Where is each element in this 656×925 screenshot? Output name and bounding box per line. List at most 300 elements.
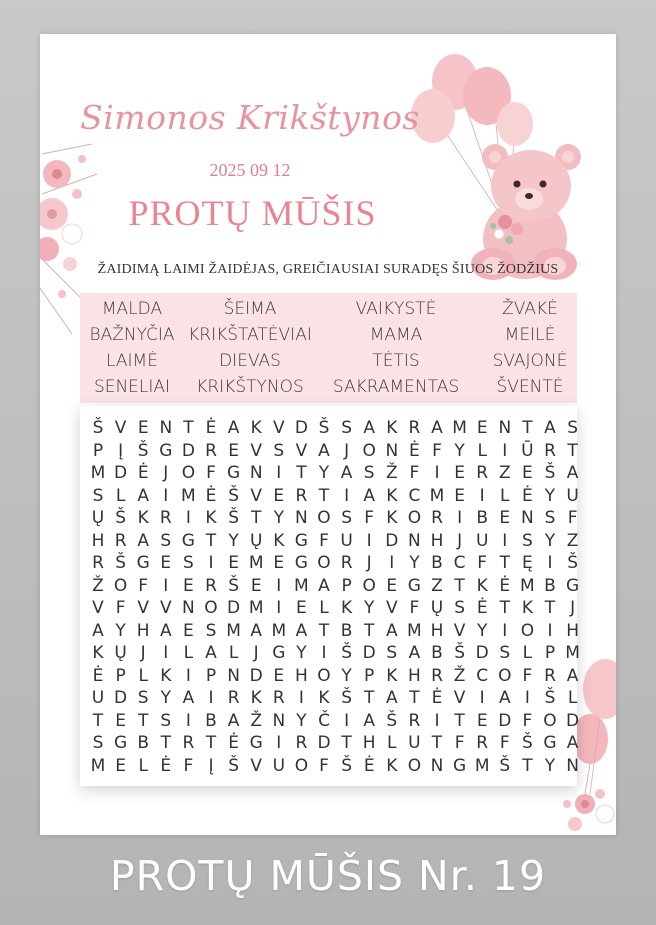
grid-letter: P xyxy=(544,643,556,663)
word-list-item: DIEVAS xyxy=(219,351,281,371)
grid-letter: E xyxy=(476,418,488,438)
grid-letter: D xyxy=(566,710,580,731)
grid-letter: T xyxy=(363,620,375,641)
grid-letter: G xyxy=(227,463,241,483)
grid-letter: I xyxy=(321,643,327,663)
grid-letter: B xyxy=(476,508,489,528)
grid-letter: A xyxy=(566,733,579,753)
grid-letter: E xyxy=(454,463,465,483)
grid-letter: K xyxy=(521,598,533,618)
grid-letter: S xyxy=(386,643,398,663)
word-list-item: KRIKŠTYNOS xyxy=(196,377,304,397)
grid-letter: L xyxy=(183,643,194,663)
grid-letter: E xyxy=(228,553,239,573)
grid-letter: P xyxy=(341,575,352,596)
grid-letter: F xyxy=(319,755,329,776)
grid-letter: Ė xyxy=(160,755,172,776)
grid-letter: O xyxy=(317,553,331,573)
grid-letter: G xyxy=(294,553,308,573)
grid-letter: M xyxy=(90,463,106,483)
grid-letter: T xyxy=(499,553,510,573)
grid-letter: V xyxy=(137,598,149,618)
grid-letter: Y xyxy=(544,530,556,551)
grid-letter: Š xyxy=(137,440,149,461)
grid-letter: F xyxy=(477,553,488,573)
grid-letter: A xyxy=(340,463,353,483)
grid-letter: L xyxy=(477,440,487,461)
grid-letter: S xyxy=(92,485,104,506)
grid-letter: S xyxy=(521,530,533,551)
grid-letter: G xyxy=(407,575,421,596)
grid-letter: R xyxy=(476,733,489,753)
grid-letter: U xyxy=(340,530,353,551)
word-list-item: VAIKYSTĖ xyxy=(355,299,437,319)
grid-letter: D xyxy=(362,643,376,663)
grid-letter: D xyxy=(317,733,331,753)
word-list-item: MAMA xyxy=(369,325,423,345)
grid-letter: L xyxy=(138,665,148,686)
grid-letter: F xyxy=(522,665,533,686)
grid-letter: H xyxy=(136,620,150,641)
instruction-text: ŽAIDIMĄ LAIMI ŽAIDĖJAS, GREIČIAUSIAI SURADĘS ŠIUOS ŽODŽIUS xyxy=(97,262,559,277)
grid-letter: V xyxy=(453,620,466,641)
grid-letter: U xyxy=(408,733,421,753)
grid-letter: R xyxy=(408,710,421,731)
grid-letter: Š xyxy=(544,688,556,708)
grid-letter: L xyxy=(138,755,148,776)
grid-letter: N xyxy=(249,463,263,483)
grid-letter: S xyxy=(137,688,149,708)
grid-letter: P xyxy=(92,440,104,461)
grid-letter: Š xyxy=(115,508,126,528)
grid-letter: N xyxy=(408,530,421,551)
grid-letter: M xyxy=(248,598,264,618)
grid-letter: K xyxy=(386,508,398,528)
grid-letter: R xyxy=(295,733,308,753)
grid-letter: U xyxy=(475,530,489,551)
grid-letter: Y xyxy=(296,643,307,663)
grid-letter: R xyxy=(182,733,195,753)
grid-letter: H xyxy=(91,530,105,551)
grid-letter: U xyxy=(91,688,105,708)
grid-letter: D xyxy=(227,598,241,618)
grid-letter: O xyxy=(362,440,376,461)
grid-letter: A xyxy=(385,620,398,641)
grid-letter: I xyxy=(163,485,169,506)
grid-letter: N xyxy=(430,755,444,776)
grid-letter: Y xyxy=(544,755,556,776)
grid-letter: Ž xyxy=(92,575,104,596)
grid-letter: R xyxy=(544,665,556,686)
grid-letter: A xyxy=(137,530,149,551)
grid-letter: R xyxy=(92,553,104,573)
grid-letter: U xyxy=(272,755,286,776)
grid-letter: S xyxy=(92,733,104,753)
grid-letter: Ž xyxy=(250,710,263,731)
word-list-item: ŠVENTĖ xyxy=(496,377,564,397)
grid-letter: T xyxy=(522,755,533,776)
word-list-item: KRIKŠTATĖVIAI xyxy=(188,325,312,345)
grid-letter: S xyxy=(341,418,352,438)
word-list-item: BAŽNYČIA xyxy=(89,325,175,345)
grid-letter: Y xyxy=(454,440,465,461)
grid-letter: K xyxy=(137,508,149,528)
grid-letter: E xyxy=(454,485,465,506)
grid-letter: Z xyxy=(498,463,511,483)
grid-letter: Z xyxy=(431,575,443,596)
grid-letter: Š xyxy=(544,463,556,483)
grid-letter: Z xyxy=(566,530,579,551)
grid-letter: R xyxy=(295,485,308,506)
grid-letter: T xyxy=(205,530,217,551)
grid-letter: Y xyxy=(296,710,307,731)
grid-letter: K xyxy=(476,575,488,596)
grid-letter: O xyxy=(181,463,196,483)
grid-letter: G xyxy=(159,440,173,461)
grid-letter: K xyxy=(386,755,398,776)
grid-letter: J xyxy=(366,553,372,573)
grid-letter: L xyxy=(228,643,239,663)
event-date: 2025 09 12 xyxy=(209,160,291,180)
grid-letter: Ė xyxy=(228,733,239,753)
grid-letter: A xyxy=(182,688,195,708)
grid-letter: R xyxy=(227,688,240,708)
grid-letter: I xyxy=(502,530,508,551)
grid-letter: Y xyxy=(228,530,239,551)
grid-letter: E xyxy=(160,553,172,573)
grid-letter: G xyxy=(249,733,263,753)
grid-letter: Ž xyxy=(453,665,466,686)
grid-letter: D xyxy=(114,463,128,483)
grid-letter: Ė xyxy=(476,598,488,618)
grid-letter: I xyxy=(208,553,214,573)
grid-letter: E xyxy=(273,665,285,686)
grid-letter: S xyxy=(160,710,172,731)
grid-letter: A xyxy=(498,688,511,708)
grid-letter: I xyxy=(185,710,191,731)
grid-letter: K xyxy=(160,665,172,686)
grid-letter: I xyxy=(276,463,282,483)
grid-letter: I xyxy=(366,530,372,551)
grid-letter: Š xyxy=(228,575,239,596)
grid-letter: R xyxy=(159,508,172,528)
grid-letter: L xyxy=(522,643,533,663)
grid-letter: T xyxy=(409,688,420,708)
grid-letter: I xyxy=(276,733,282,753)
grid-letter: K xyxy=(386,665,398,686)
grid-letter: Č xyxy=(318,710,330,731)
grid-letter: K xyxy=(318,688,330,708)
grid-letter: J xyxy=(253,643,259,663)
grid-letter: S xyxy=(567,418,578,438)
grid-letter: S xyxy=(205,620,217,641)
grid-letter: B xyxy=(340,620,353,641)
grid-letter: K xyxy=(205,508,217,528)
grid-letter: A xyxy=(250,620,262,641)
grid-letter: I xyxy=(298,688,304,708)
grid-letter: O xyxy=(498,665,512,686)
grid-letter: Š xyxy=(521,733,533,753)
grid-letter: Ų xyxy=(114,643,127,663)
grid-letter: R xyxy=(431,665,443,686)
grid-letter: N xyxy=(295,508,308,528)
grid-letter: K xyxy=(386,418,398,438)
grid-letter: O xyxy=(407,508,422,528)
grid-letter: Y xyxy=(318,463,330,483)
grid-letter: F xyxy=(409,463,420,483)
grid-letter: Š xyxy=(499,755,511,776)
grid-letter: D xyxy=(181,440,195,461)
grid-letter: F xyxy=(522,710,533,731)
grid-letter: Y xyxy=(409,553,420,573)
grid-letter: V xyxy=(250,755,262,776)
grid-letter: K xyxy=(341,598,353,618)
grid-letter: V xyxy=(92,598,104,618)
grid-letter: A xyxy=(137,485,149,506)
grid-letter: N xyxy=(385,440,399,461)
grid-letter: I xyxy=(185,508,191,528)
grid-letter: R xyxy=(340,553,353,573)
grid-letter: R xyxy=(205,575,217,596)
grid-letter: G xyxy=(453,755,467,776)
grid-letter: E xyxy=(273,485,285,506)
grid-letter: N xyxy=(227,665,240,686)
grid-letter: T xyxy=(318,485,330,506)
grid-letter: O xyxy=(407,755,422,776)
grid-letter: Š xyxy=(567,553,578,573)
grid-letter: T xyxy=(363,688,375,708)
grid-letter: F xyxy=(567,508,578,528)
grid-letter: I xyxy=(389,553,395,573)
grid-letter: Y xyxy=(115,620,126,641)
grid-letter: A xyxy=(205,643,217,663)
grid-letter: Ė xyxy=(499,575,511,596)
grid-letter: Ė xyxy=(522,485,533,506)
grid-letter: I xyxy=(434,463,440,483)
word-list-item: ŽVAKĖ xyxy=(502,299,558,319)
grid-letter: R xyxy=(476,463,489,483)
grid-letter: N xyxy=(498,418,512,438)
grid-letter: E xyxy=(296,598,307,618)
grid-letter: Ę xyxy=(522,553,533,573)
grid-letter: D xyxy=(249,665,263,686)
grid-letter: J xyxy=(570,598,576,618)
grid-letter: D xyxy=(114,688,128,708)
grid-letter: P xyxy=(115,665,126,686)
grid-letter: I xyxy=(163,643,169,663)
grid-letter: Į xyxy=(208,755,214,776)
grid-letter: H xyxy=(407,665,421,686)
grid-letter: Š xyxy=(228,485,239,506)
grid-letter: Ų xyxy=(249,530,263,551)
grid-letter: T xyxy=(92,710,104,731)
grid-letter: I xyxy=(479,688,485,708)
grid-letter: E xyxy=(499,508,511,528)
grid-letter: L xyxy=(115,485,126,506)
event-script-title: Simonos Krikštynos xyxy=(80,98,420,137)
grid-letter: H xyxy=(430,620,444,641)
grid-letter: V xyxy=(159,598,172,618)
grid-letter: J xyxy=(140,643,146,663)
grid-letter: M xyxy=(294,575,309,596)
footer-title: PROTŲ MŪŠIS Nr. 19 xyxy=(109,852,547,900)
grid-letter: Š xyxy=(386,710,398,731)
grid-letter: A xyxy=(159,620,172,641)
grid-letter: O xyxy=(317,665,331,686)
grid-letter: I xyxy=(479,485,485,506)
grid-letter: D xyxy=(385,530,399,551)
grid-letter: I xyxy=(434,710,440,731)
grid-letter: E xyxy=(250,575,262,596)
grid-letter: Ė xyxy=(409,440,420,461)
grid-letter: K xyxy=(250,688,262,708)
grid-letter: T xyxy=(205,733,217,753)
grid-letter: T xyxy=(183,418,194,438)
grid-letter: A xyxy=(363,710,375,731)
word-list-item: SENELIAI xyxy=(93,377,171,397)
grid-letter: A xyxy=(318,440,330,461)
grid-letter: N xyxy=(521,508,534,528)
grid-letter: E xyxy=(522,463,533,483)
grid-letter: E xyxy=(183,575,194,596)
grid-letter: M xyxy=(248,553,264,573)
grid-letter: I xyxy=(344,710,350,731)
grid-letter: L xyxy=(500,485,510,506)
grid-letter: H xyxy=(566,620,579,641)
grid-letter: O xyxy=(317,508,331,528)
grid-letter: G xyxy=(294,530,308,551)
grid-letter: T xyxy=(137,710,149,731)
grid-letter: U xyxy=(566,485,579,506)
grid-letter: F xyxy=(432,440,442,461)
grid-letter: V xyxy=(250,440,262,461)
grid-letter: F xyxy=(138,575,149,596)
grid-letter: D xyxy=(498,710,512,731)
grid-letter: B xyxy=(431,553,443,573)
grid-letter: I xyxy=(502,440,508,461)
grid-letter: R xyxy=(114,530,127,551)
grid-letter: Ė xyxy=(431,688,443,708)
grid-letter: Š xyxy=(92,418,104,438)
word-list-item: TĖTIS xyxy=(372,351,420,371)
grid-letter: B xyxy=(137,733,150,753)
grid-letter: G xyxy=(136,553,150,573)
grid-letter: B xyxy=(544,575,556,596)
grid-letter: D xyxy=(294,418,308,438)
grid-letter: R xyxy=(272,688,285,708)
grid-letter: H xyxy=(294,665,308,686)
grid-letter: V xyxy=(385,598,398,618)
word-list-item: SVAJONĖ xyxy=(492,351,568,371)
grid-letter: S xyxy=(499,643,511,663)
grid-letter: A xyxy=(566,665,579,686)
grid-letter: M xyxy=(181,485,196,506)
grid-letter: A xyxy=(385,688,398,708)
grid-letter: G xyxy=(181,530,195,551)
grid-letter: L xyxy=(319,598,329,618)
grid-letter: Š xyxy=(341,755,352,776)
grid-letter: K xyxy=(92,643,104,663)
grid-letter: K xyxy=(386,485,398,506)
grid-letter: S xyxy=(544,508,556,528)
grid-letter: A xyxy=(408,643,421,663)
grid-letter: E xyxy=(386,575,398,596)
grid-letter: O xyxy=(204,598,218,618)
grid-letter: F xyxy=(319,530,329,551)
grid-letter: T xyxy=(454,710,465,731)
grid-letter: Š xyxy=(341,643,352,663)
grid-letter: Ė xyxy=(92,665,104,686)
word-list-item: ŠEIMA xyxy=(223,299,277,319)
grid-letter: Š xyxy=(228,508,239,528)
grid-letter: O xyxy=(113,575,128,596)
grid-letter: A xyxy=(363,485,375,506)
grid-letter: Š xyxy=(341,688,352,708)
grid-letter: I xyxy=(276,598,282,618)
word-list-box xyxy=(80,293,577,403)
grid-letter: V xyxy=(114,418,127,438)
grid-letter: R xyxy=(408,418,421,438)
grid-letter: G xyxy=(272,643,286,663)
grid-letter: Y xyxy=(273,508,284,528)
grid-letter: F xyxy=(115,598,126,618)
grid-letter: E xyxy=(115,710,126,731)
grid-letter: Š xyxy=(115,553,126,573)
grid-letter: T xyxy=(499,598,510,618)
grid-letter: M xyxy=(474,755,490,776)
grid-letter: Š xyxy=(318,418,330,438)
grid-letter: A xyxy=(566,463,579,483)
grid-letter: V xyxy=(250,485,262,506)
grid-letter: T xyxy=(341,733,352,753)
grid-letter: A xyxy=(227,418,240,438)
word-list-item: LAIMĖ xyxy=(106,351,158,371)
grid-letter: M xyxy=(520,575,535,596)
grid-letter: H xyxy=(430,530,444,551)
grid-letter: F xyxy=(454,733,465,753)
grid-letter: D xyxy=(475,643,489,663)
grid-letter: M xyxy=(452,418,467,438)
grid-letter: G xyxy=(543,733,557,753)
grid-letter: N xyxy=(159,418,173,438)
grid-letter: J xyxy=(163,463,169,483)
grid-letter: P xyxy=(205,665,217,686)
grid-letter: Y xyxy=(363,598,375,618)
word-search-grid xyxy=(80,406,580,786)
grid-letter: I xyxy=(208,688,214,708)
grid-letter: H xyxy=(362,733,376,753)
grid-letter: E xyxy=(228,440,239,461)
grid-letter: N xyxy=(272,710,286,731)
grid-letter: V xyxy=(453,688,466,708)
grid-letter: M xyxy=(90,755,106,776)
grid-letter: I xyxy=(502,620,508,641)
grid-letter: T xyxy=(250,508,262,528)
grid-letter: C xyxy=(453,553,466,573)
grid-letter: G xyxy=(114,733,128,753)
grid-letter: T xyxy=(567,440,578,461)
grid-letter: M xyxy=(271,620,287,641)
grid-letter: R xyxy=(431,508,443,528)
grid-letter: N xyxy=(182,598,195,618)
grid-letter: Š xyxy=(454,643,465,663)
grid-letter: Y xyxy=(160,688,171,708)
grid-letter: O xyxy=(362,575,376,596)
grid-letter: Ž xyxy=(385,463,398,483)
grid-letter: E xyxy=(183,620,194,641)
grid-letter: K xyxy=(273,530,285,551)
grid-letter: Ū xyxy=(521,440,534,461)
